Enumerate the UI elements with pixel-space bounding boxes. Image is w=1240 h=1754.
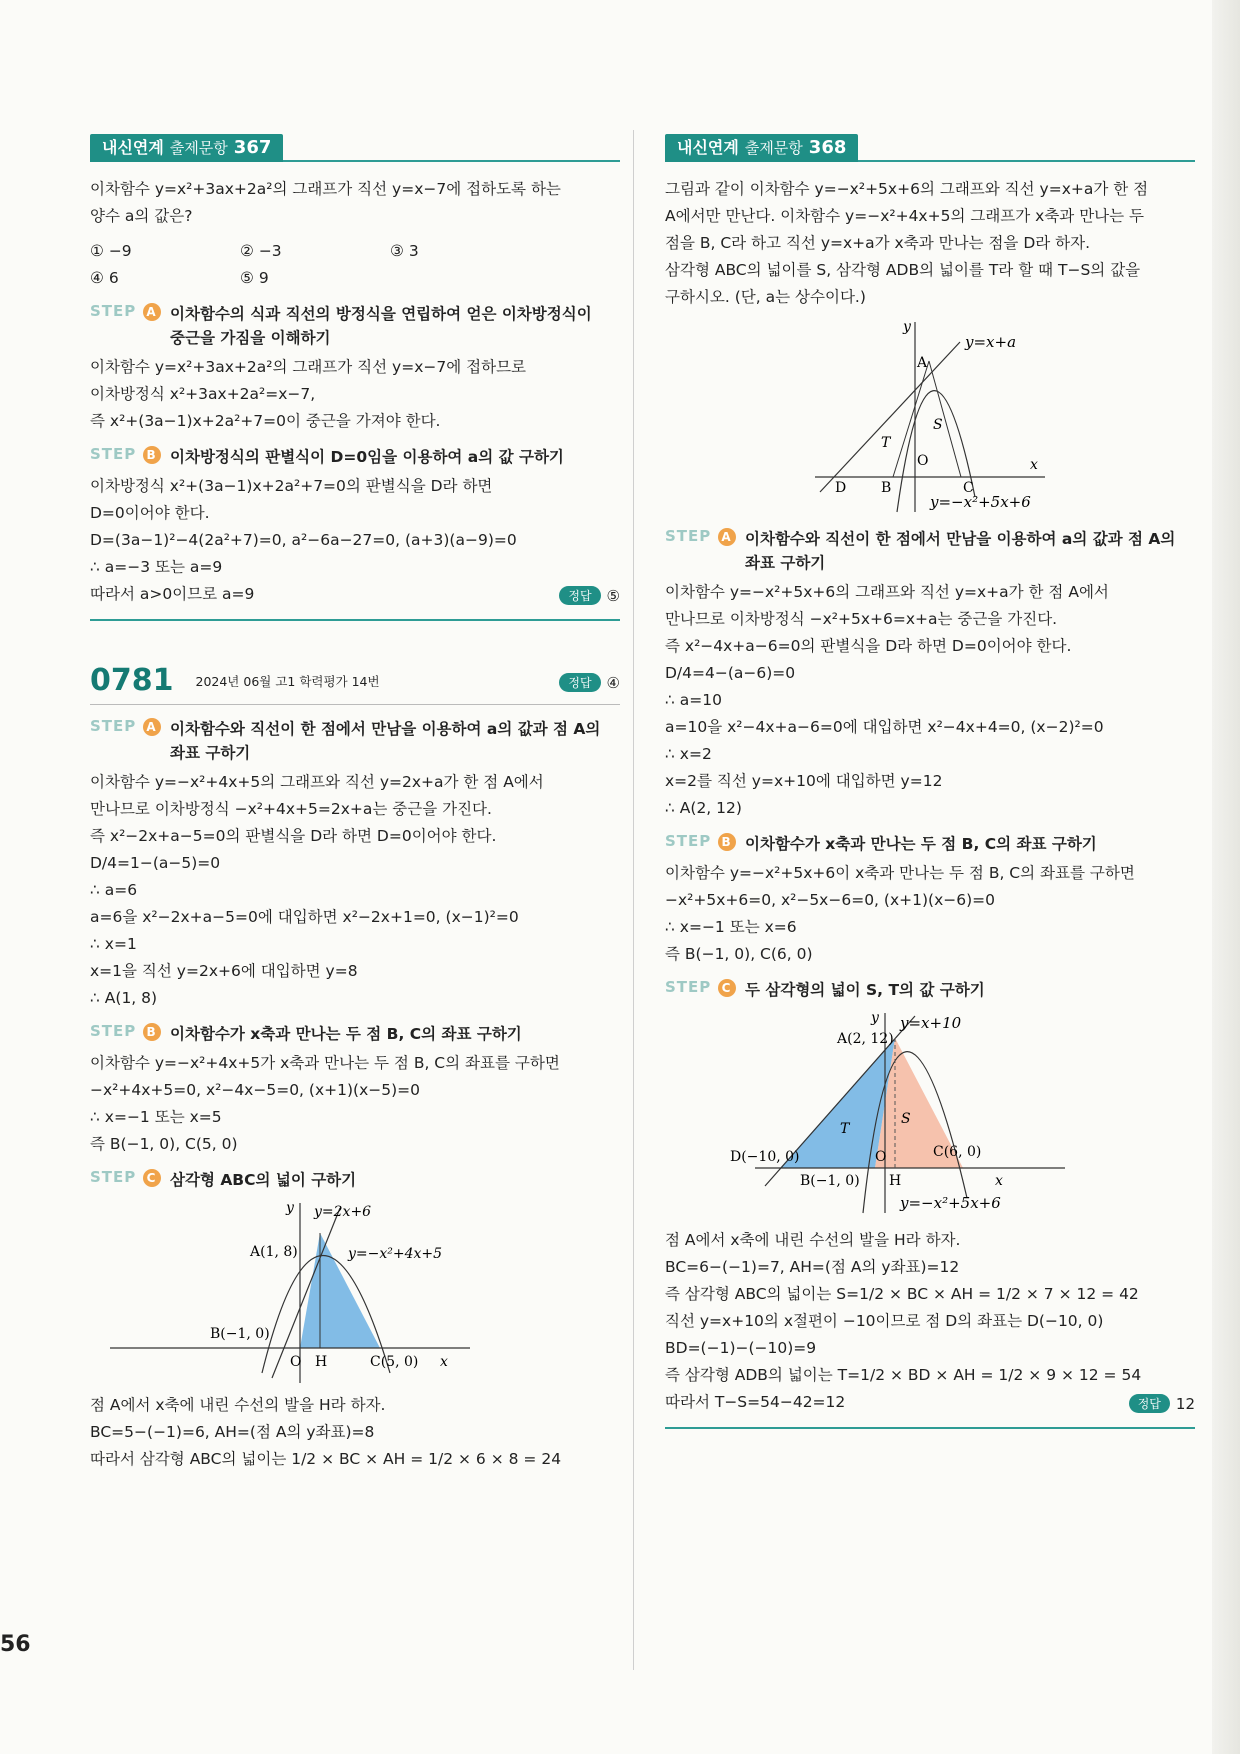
label-line: y=2x+6	[314, 1204, 372, 1220]
choice: ⑤ 9	[240, 269, 269, 287]
solution-line: 점 A에서 x축에 내린 수선의 발을 H라 하자.	[90, 1396, 386, 1414]
label-t: T	[881, 435, 891, 451]
solution-line: a=6을 x²−2x+a−5=0에 대입하면 x²−2x+1=0, (x−1)²=0	[90, 908, 519, 926]
label-s: S	[901, 1111, 911, 1127]
label-y: y	[286, 1200, 294, 1216]
solution-line: ∴ A(1, 8)	[90, 989, 158, 1007]
label-y: y	[903, 319, 911, 335]
solution-line: ∴ a=−3 또는 a=9	[90, 558, 223, 576]
label-d: D(−10, 0)	[730, 1149, 800, 1165]
label-y: y	[871, 1010, 879, 1026]
solution-line: ∴ x=−1 또는 x=5	[90, 1108, 222, 1126]
step-c: STEP C 두 삼각형의 넓이 S, T의 값 구하기	[665, 978, 985, 999]
left-column	[90, 130, 620, 1473]
step-a: STEP A 이차함수와 직선이 한 점에서 만남을 이용하여 a의 값과 점 A의 좌표 구하기	[90, 717, 601, 762]
label-c: C	[963, 480, 974, 496]
solution-line: 따라서 T−S=54−42=12	[665, 1393, 846, 1411]
label-b: B	[881, 480, 892, 496]
label-o: O	[290, 1354, 302, 1370]
question-line: 구하시오. (단, a는 상수이다.)	[665, 288, 866, 306]
solution-line: ∴ x=2	[665, 745, 712, 763]
solution-line: BC=6−(−1)=7, AH=(점 A의 y좌표)=12	[665, 1258, 960, 1276]
solution-line: x=1을 직선 y=2x+6에 대입하면 y=8	[90, 962, 358, 980]
solution-line: 따라서 삼각형 ABC의 넓이는 1/2 × BC × AH = 1/2 × 6 × 8 = 24	[90, 1450, 562, 1468]
graph-triangle-abc	[90, 1198, 510, 1388]
label-o: O	[917, 453, 929, 469]
solution-line: BD=(−1)−(−10)=9	[665, 1339, 817, 1357]
solution-line: 즉 x²+(3a−1)x+2a²+7=0이 중근을 가져야 한다.	[90, 412, 441, 430]
right-column	[665, 130, 1195, 1429]
graph-question-368	[685, 317, 1105, 517]
label-c: C(5, 0)	[370, 1354, 419, 1370]
question-line: 삼각형 ABC의 넓이를 S, 삼각형 ADB의 넓이를 T라 할 때 T−S의 값을	[665, 261, 1141, 279]
label-line: y=x+10	[900, 1014, 962, 1032]
label-d: D	[835, 480, 847, 496]
label-parabola: y=−x²+5x+6	[930, 493, 1031, 511]
problem-tag: 내신연계 출제문항 368	[665, 134, 858, 162]
step-a: STEP A 이차함수의 식과 직선의 방정식을 연립하여 얻은 이차방정식이 중근을 가짐을 이해하기	[90, 302, 592, 347]
solution-line: 즉 삼각형 ABC의 넓이는 S=1/2 × BC × AH = 1/2 × 7 × 12 = 42	[665, 1285, 1139, 1303]
page-number: 56	[0, 1632, 31, 1657]
choice: ④ 6	[90, 269, 119, 287]
solution-line: 따라서 a>0이므로 a=9	[90, 585, 255, 603]
choice: ② −3	[240, 242, 282, 260]
solution-line: ∴ a=10	[665, 691, 722, 709]
answer-367: 정답 ⑤	[90, 586, 620, 605]
step-b: STEP B 이차방정식의 판별식이 D=0임을 이용하여 a의 값 구하기	[90, 445, 564, 466]
label-a: A(2, 12)	[837, 1031, 894, 1047]
label-x: x	[1030, 457, 1038, 473]
solution-line: 이차함수 y=−x²+5x+6의 그래프와 직선 y=x+a가 한 점 A에서	[665, 583, 1109, 601]
label-c: C(6, 0)	[933, 1144, 982, 1160]
solution-line: 즉 B(−1, 0), C(6, 0)	[665, 945, 813, 963]
solution-line: 즉 x²−4x+a−6=0의 판별식을 D라 하면 D=0이어야 한다.	[665, 637, 1072, 655]
solution-line: 이차방정식 x²+3ax+2a²=x−7,	[90, 385, 316, 403]
label-x: x	[440, 1354, 448, 1370]
graph-triangles-st	[705, 1008, 1125, 1223]
section-rule	[665, 1427, 1195, 1429]
label-parabola: y=−x²+4x+5	[348, 1246, 443, 1262]
label-a: A(1, 8)	[250, 1244, 298, 1260]
solution-line: 점 A에서 x축에 내린 수선의 발을 H라 하자.	[665, 1231, 961, 1249]
solution-line: D=0이어야 한다.	[90, 504, 210, 522]
header-367	[90, 130, 620, 162]
solution-line: ∴ A(2, 12)	[665, 799, 742, 817]
solution-line: 이차함수 y=−x²+4x+5의 그래프와 직선 y=2x+a가 한 점 A에서	[90, 773, 544, 791]
solution-line: 만나므로 이차방정식 −x²+4x+5=2x+a는 중근을 가진다.	[90, 800, 492, 818]
solution-line: ∴ a=6	[90, 881, 138, 899]
solution-line: 이차함수 y=−x²+5x+6이 x축과 만나는 두 점 B, C의 좌표를 구하면	[665, 864, 1135, 882]
question-line: 이차함수 y=x²+3ax+2a²의 그래프가 직선 y=x−7에 접하도록 하는	[90, 180, 561, 198]
choices	[90, 238, 620, 292]
solution-line: D/4=1−(a−5)=0	[90, 854, 221, 872]
solution-line: −x²+4x+5=0, x²−4x−5=0, (x+1)(x−5)=0	[90, 1081, 420, 1099]
question-line: 그림과 같이 이차함수 y=−x²+5x+6의 그래프와 직선 y=x+a가 한 점	[665, 180, 1149, 198]
solution-line: D/4=4−(a−6)=0	[665, 664, 796, 682]
label-o: O	[875, 1149, 887, 1165]
problem-number: 0781	[90, 663, 174, 698]
solution-line: 즉 B(−1, 0), C(5, 0)	[90, 1135, 238, 1153]
label-h: H	[889, 1173, 902, 1189]
solution-line: 이차함수 y=x²+3ax+2a²의 그래프가 직선 y=x−7에 접하므로	[90, 358, 527, 376]
solution-line: a=10을 x²−4x+a−6=0에 대입하면 x²−4x+4=0, (x−2)²=0	[665, 718, 1104, 736]
step-a: STEP A 이차함수와 직선이 한 점에서 만남을 이용하여 a의 값과 점 A의 좌표 구하기	[665, 527, 1176, 572]
problem-tag: 내신연계 출제문항 367	[90, 134, 283, 162]
label-line: y=x+a	[965, 333, 1017, 351]
label-x: x	[995, 1173, 1003, 1189]
label-b: B(−1, 0)	[800, 1173, 860, 1189]
question-line: 양수 a의 값은?	[90, 207, 193, 225]
question-line: 점을 B, C라 하고 직선 y=x+a가 x축과 만나는 점을 D라 하자.	[665, 234, 1091, 252]
solution-line: ∴ x=−1 또는 x=6	[665, 918, 797, 936]
label-a: A	[917, 355, 928, 371]
solution-line: 직선 y=x+10의 x절편이 −10이므로 점 D의 좌표는 D(−10, 0)	[665, 1312, 1104, 1330]
label-h: H	[315, 1354, 328, 1370]
label-s: S	[933, 417, 943, 433]
step-b: STEP B 이차함수가 x축과 만나는 두 점 B, C의 좌표 구하기	[665, 832, 1097, 853]
problem-source: 2024년 06월 고1 학력평가 14번	[195, 673, 380, 689]
answer-368: 정답 12	[665, 1394, 1195, 1413]
solution-line: x=2를 직선 y=x+10에 대입하면 y=12	[665, 772, 943, 790]
solution-line: BC=5−(−1)=6, AH=(점 A의 y좌표)=8	[90, 1423, 375, 1441]
solution-line: 즉 삼각형 ADB의 넓이는 T=1/2 × BD × AH = 1/2 × 9 × 12 = 54	[665, 1366, 1142, 1384]
solution-line: 즉 x²−2x+a−5=0의 판별식을 D라 하면 D=0이어야 한다.	[90, 827, 497, 845]
page-edge	[1212, 0, 1240, 1754]
label-t: T	[840, 1121, 850, 1137]
problem-0781-header: 0781 2024년 06월 고1 학력평가 14번 정답 ④	[90, 663, 620, 705]
solution-line: D=(3a−1)²−4(2a²+7)=0, a²−6a−27=0, (a+3)(a−9)=0	[90, 531, 517, 549]
step-b: STEP B 이차함수가 x축과 만나는 두 점 B, C의 좌표 구하기	[90, 1022, 522, 1043]
solution-line: ∴ x=1	[90, 935, 137, 953]
step-c: STEP C 삼각형 ABC의 넓이 구하기	[90, 1168, 357, 1189]
solution-line: 이차함수 y=−x²+4x+5가 x축과 만나는 두 점 B, C의 좌표를 구하면	[90, 1054, 560, 1072]
label-b: B(−1, 0)	[210, 1326, 270, 1342]
header-368	[665, 130, 1195, 162]
label-parabola: y=−x²+5x+6	[900, 1194, 1001, 1212]
choice: ① −9	[90, 242, 132, 260]
question-line: A에서만 만난다. 이차함수 y=−x²+4x+5의 그래프가 x축과 만나는 두	[665, 207, 1145, 225]
column-divider	[633, 130, 634, 1670]
solution-line: 만나므로 이차방정식 −x²+5x+6=x+a는 중근을 가진다.	[665, 610, 1058, 628]
choice: ③ 3	[390, 242, 419, 260]
solution-line: −x²+5x+6=0, x²−5x−6=0, (x+1)(x−6)=0	[665, 891, 995, 909]
section-rule	[90, 619, 620, 621]
solution-line: 이차방정식 x²+(3a−1)x+2a²+7=0의 판별식을 D라 하면	[90, 477, 493, 495]
